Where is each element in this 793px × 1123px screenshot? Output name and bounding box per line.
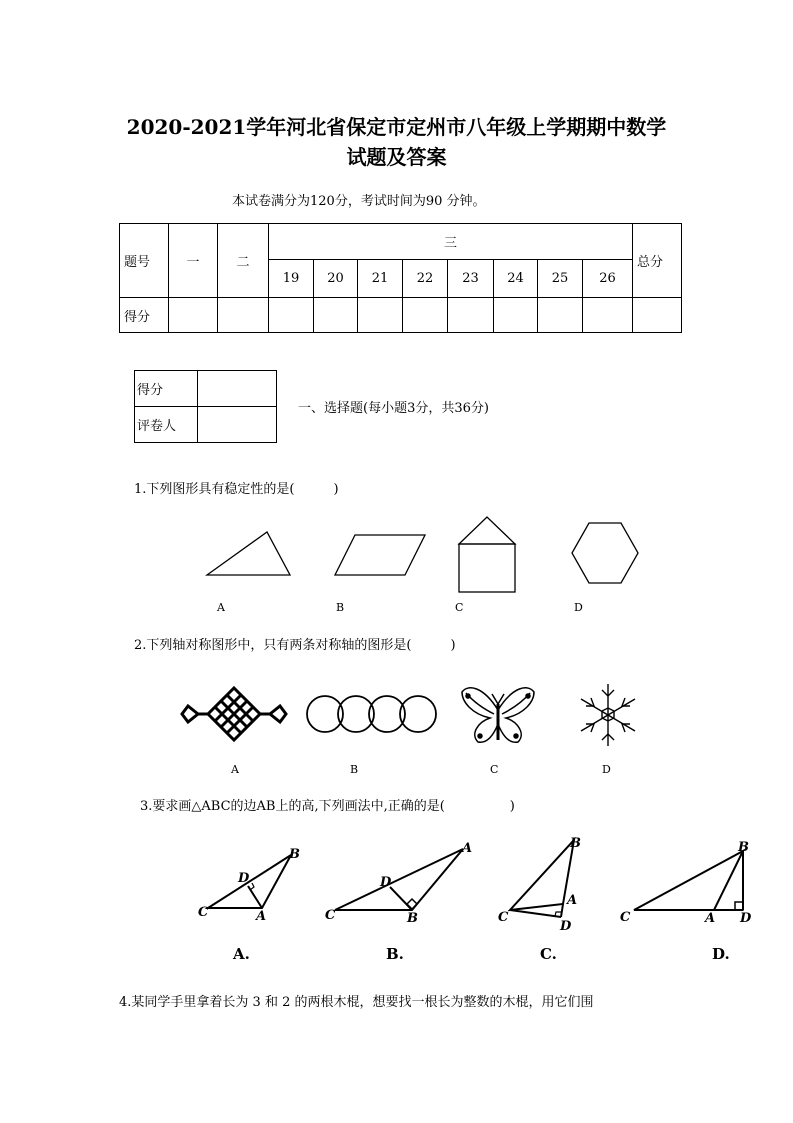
svg-text:D: D bbox=[238, 871, 250, 886]
chinese-knot-icon bbox=[182, 688, 286, 740]
svg-text:A: A bbox=[705, 911, 716, 926]
grader-name-cell bbox=[198, 407, 277, 443]
svg-text:A.: A. bbox=[233, 945, 250, 963]
score-cell bbox=[448, 298, 494, 333]
option-a-label: A bbox=[231, 763, 239, 776]
question-3-figures bbox=[190, 830, 770, 970]
svg-text:B: B bbox=[407, 911, 418, 926]
svg-text:B: B bbox=[738, 840, 749, 855]
sub-question-21: 21 bbox=[358, 260, 403, 298]
col-section-1: 一 bbox=[169, 224, 218, 298]
svg-text:D.: D. bbox=[712, 945, 730, 963]
score-cell bbox=[633, 298, 682, 333]
col-section-2: 二 bbox=[218, 224, 269, 298]
option-c-label: C bbox=[455, 601, 464, 614]
svg-text:B.: B. bbox=[386, 945, 404, 963]
sub-question-25: 25 bbox=[538, 260, 583, 298]
figure-a bbox=[208, 855, 291, 908]
figure-b-labels bbox=[325, 841, 472, 926]
option-d-label: D bbox=[602, 763, 611, 776]
svg-text:A: A bbox=[256, 909, 267, 924]
col-section-3: 三 bbox=[269, 224, 633, 260]
option-a-label: A bbox=[217, 601, 225, 614]
svg-text:D: D bbox=[560, 919, 572, 934]
figure-d bbox=[634, 851, 743, 910]
figure-b bbox=[335, 849, 463, 910]
svg-text:C: C bbox=[498, 910, 509, 925]
snowflake-icon bbox=[581, 684, 635, 746]
triangle-shape bbox=[207, 532, 290, 575]
col-total: 总分 bbox=[633, 224, 682, 298]
sub-question-20: 20 bbox=[314, 260, 358, 298]
score-cell bbox=[169, 298, 218, 333]
svg-text:D: D bbox=[740, 911, 752, 926]
svg-text:C: C bbox=[198, 905, 209, 920]
option-d-label: D bbox=[574, 601, 583, 614]
doc-title-line1: 2020-2021学年河北省保定市定州市八年级上学期期中数学 bbox=[126, 115, 667, 139]
score-cell bbox=[494, 298, 538, 333]
section1-title: 一、选择题(每小题3分，共36分) bbox=[298, 401, 489, 416]
figure-option-labels bbox=[232, 945, 730, 963]
sub-question-19: 19 bbox=[269, 260, 314, 298]
grader-name-label: 评卷人 bbox=[135, 407, 198, 443]
svg-text:B: B bbox=[570, 836, 581, 851]
butterfly-icon bbox=[462, 688, 534, 742]
score-table bbox=[119, 223, 682, 333]
row-header-question-number: 题号 bbox=[120, 224, 169, 298]
question-3-text: 3.要求画△ABC的边AB上的高,下列画法中,正确的是( ) bbox=[140, 799, 515, 814]
score-cell bbox=[218, 298, 269, 333]
score-row-label: 得分 bbox=[120, 298, 169, 333]
figure-c bbox=[510, 840, 574, 917]
score-cell bbox=[583, 298, 633, 333]
question-1-figures bbox=[195, 510, 655, 620]
doc-title-line2: 试题及答案 bbox=[346, 145, 447, 169]
svg-text:C: C bbox=[620, 910, 631, 925]
olympic-rings-icon bbox=[307, 696, 436, 732]
figure-c-labels bbox=[498, 836, 581, 934]
score-cell bbox=[314, 298, 358, 333]
figure-d-labels bbox=[620, 840, 752, 926]
score-cell bbox=[538, 298, 583, 333]
question-2-figures bbox=[178, 678, 658, 778]
house-shape bbox=[459, 517, 515, 592]
question-4-text: 4.某同学手里拿着长为 3 和 2 的两根木棍，想要找一根长为整数的木棍，用它们围 bbox=[119, 995, 594, 1010]
score-cell bbox=[358, 298, 403, 333]
svg-text:B: B bbox=[289, 847, 300, 862]
score-cell bbox=[403, 298, 448, 333]
option-b-label: B bbox=[336, 601, 345, 614]
question-2-text: 2.下列轴对称图形中，只有两条对称轴的图形是( ) bbox=[134, 638, 456, 653]
svg-text:A: A bbox=[462, 841, 473, 856]
option-b-label: B bbox=[350, 763, 359, 776]
grader-score-label: 得分 bbox=[135, 371, 198, 407]
sub-question-26: 26 bbox=[583, 260, 633, 298]
svg-text:C: C bbox=[325, 908, 336, 923]
grader-score-cell bbox=[198, 371, 277, 407]
sub-question-24: 24 bbox=[494, 260, 538, 298]
parallelogram-shape bbox=[335, 535, 425, 575]
grader-table bbox=[134, 370, 277, 443]
svg-text:D: D bbox=[380, 875, 392, 890]
sub-question-22: 22 bbox=[403, 260, 448, 298]
svg-text:A: A bbox=[567, 893, 578, 908]
hexagon-shape bbox=[572, 523, 638, 583]
exam-note: 本试卷满分为120分，考试时间为90 分钟。 bbox=[232, 194, 486, 209]
sub-question-23: 23 bbox=[448, 260, 494, 298]
svg-text:C.: C. bbox=[540, 945, 557, 963]
option-c-label: C bbox=[490, 763, 499, 776]
score-cell bbox=[269, 298, 314, 333]
question-1-text: 1.下列图形具有稳定性的是( ) bbox=[134, 482, 339, 497]
